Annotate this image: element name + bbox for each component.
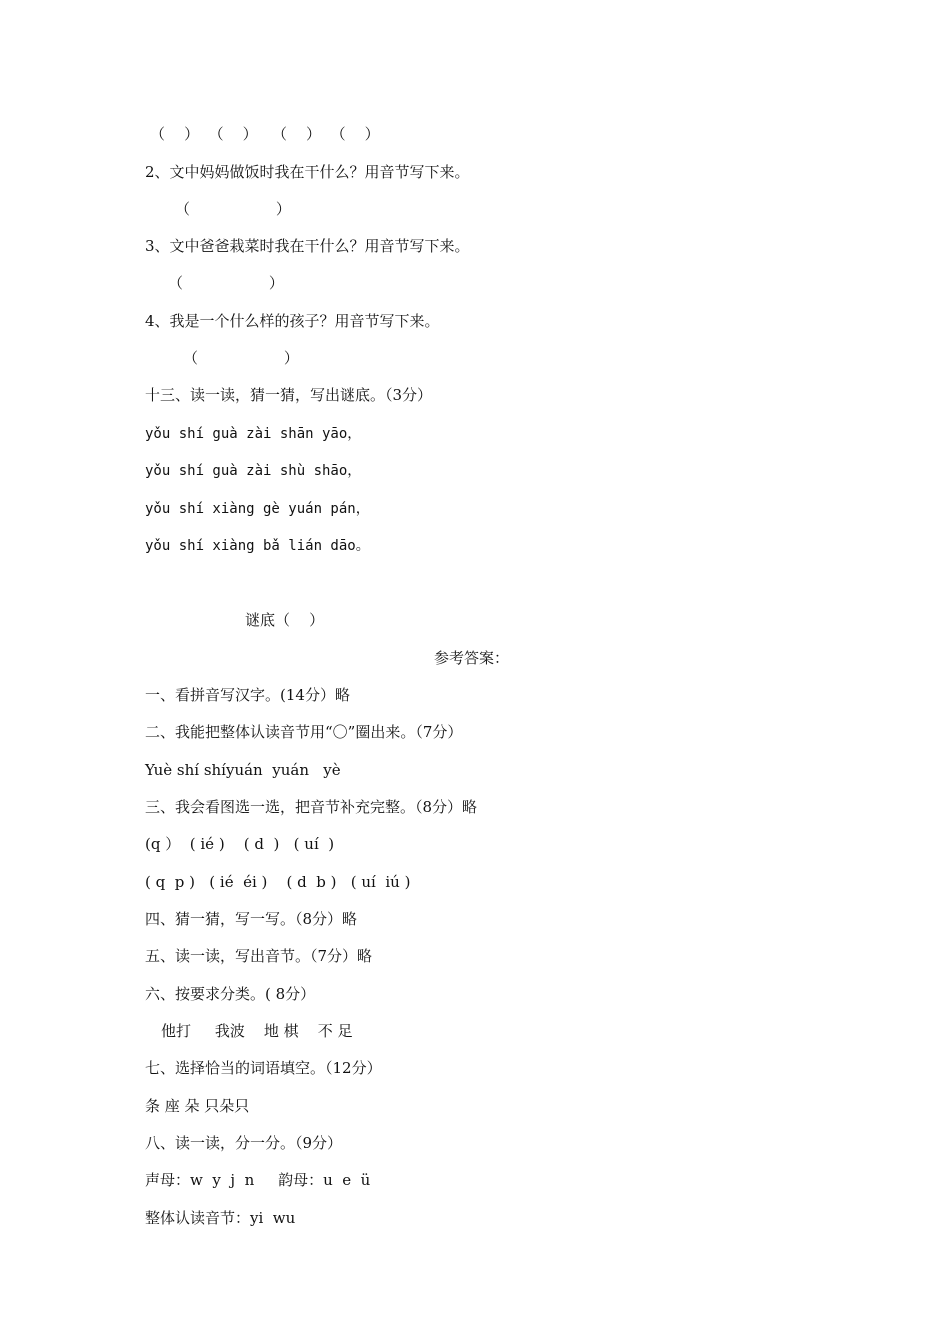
riddle-answer-label: 谜底（ ）: [245, 611, 325, 629]
section-13-heading: 十三、读一读，猜一猜，写出谜底。（3分）: [145, 386, 433, 404]
answer-3-line-2: ( q p ) ( ié éi ) ( d b ) ( uí iú ): [145, 873, 411, 891]
riddle-line: yǒu shí xiàng bǎ lián dāo。: [145, 538, 370, 554]
answer-7-detail: 条 座 朵 只朵只: [145, 1097, 250, 1115]
answer-8-whole-syllables: 整体认读音节：yi wu: [145, 1209, 296, 1227]
question-2: 2、文中妈妈做饭时我在干什么？用音节写下来。: [145, 163, 470, 181]
answer-1: 一、看拼音写汉字。(14分）略: [145, 686, 350, 704]
answer-blank-3: （ ）: [168, 274, 284, 292]
answer-blank-2: （ ）: [175, 200, 291, 218]
answer-5: 五、读一读，写出音节。（7分）略: [145, 947, 373, 965]
answer-6-detail: 他打 我波 地 棋 不 足: [161, 1022, 353, 1040]
answer-7: 七、选择恰当的词语填空。（12分）: [145, 1059, 382, 1077]
riddle-line: yǒu shí xiàng gè yuán pán，: [145, 501, 370, 517]
answer-8: 八、读一读，分一分。（9分）: [145, 1134, 343, 1152]
answer-2: 二、我能把整体认读音节用“〇”圈出来。（7分）: [145, 723, 463, 741]
answer-6: 六、按要求分类。( 8分）: [145, 985, 316, 1003]
blank-row: （ ） （ ） （ ） （ ）: [150, 125, 380, 143]
question-3: 3、文中爸爸栽菜时我在干什么？用音节写下来。: [145, 237, 470, 255]
answer-3: 三、我会看图选一选，把音节补充完整。（8分）略: [145, 798, 478, 816]
riddle-line: yǒu shí guà zài shù shāo，: [145, 463, 362, 479]
answer-2-detail: Yuè shí shíyuán yuán yè: [145, 761, 341, 779]
answer-4: 四、猜一猜，写一写。（8分）略: [145, 910, 358, 928]
answer-blank-4: （ ）: [183, 349, 299, 367]
riddle-line: yǒu shí guà zài shān yāo，: [145, 426, 362, 442]
answer-3-line-1: (q ） ( ié ) ( d ) ( uí ): [145, 835, 335, 853]
answers-title: 参考答案：: [434, 649, 510, 667]
question-4: 4、我是一个什么样的孩子？用音节写下来。: [145, 312, 440, 330]
answer-8-initials-finals: 声母：w y j n 韵母：u e ü: [145, 1171, 371, 1189]
